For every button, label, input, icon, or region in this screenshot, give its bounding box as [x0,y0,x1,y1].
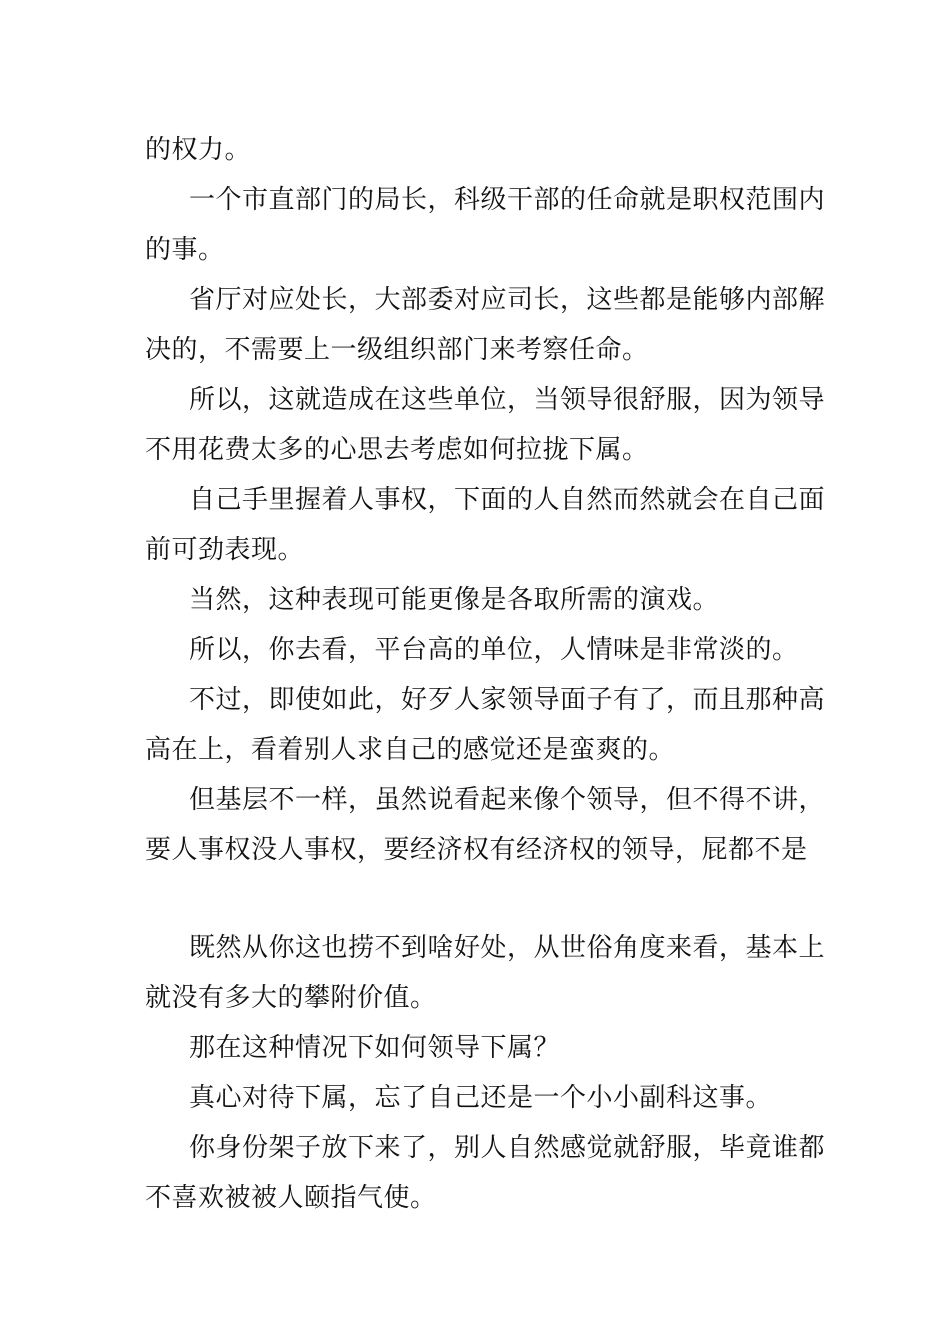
text-line: 的事。 [145,235,225,265]
paragraph-start-line: 那在这种情况下如何领导下属？ [189,1033,561,1063]
paragraph-start-line: 所以，这就造成在这些单位，当领导很舒服，因为领导 [189,385,826,415]
paragraph-start-line: 自己手里握着人事权，下面的人自然而然就会在自己面 [189,485,826,515]
text-line: 决的，不需要上一级组织部门来考察任命。 [145,335,649,365]
paragraph-start-line: 一个市直部门的局长，科级干部的任命就是职权范围内 [189,185,826,215]
paragraph-start-line: 你身份架子放下来了，别人自然感觉就舒服，毕竟谁都 [189,1133,826,1163]
paragraph-start-line: 既然从你这也捞不到啥好处，从世俗角度来看，基本上 [189,933,826,963]
paragraph-start-line: 当然，这种表现可能更像是各取所需的演戏。 [189,585,720,615]
text-line: 不用花费太多的心思去考虑如何拉拢下属。 [145,435,649,465]
text-line: 的权力。 [145,135,252,165]
paragraph-start-line: 所以，你去看，平台高的单位，人情味是非常淡的。 [189,635,799,665]
text-line: 要人事权没人事权，要经济权有经济权的领导，屁都不是 [145,835,808,865]
paragraph-start-line: 省厅对应处长，大部委对应司长，这些都是能够内部解 [189,285,826,315]
text-line: 前可劲表现。 [145,535,305,565]
paragraph-start-line: 但基层不一样，虽然说看起来像个领导，但不得不讲， [189,785,826,815]
text-line: 高在上，看着别人求自己的感觉还是蛮爽的。 [145,735,676,765]
paragraph-start-line: 真心对待下属，忘了自己还是一个小小副科这事。 [189,1083,773,1113]
paragraph-start-line: 不过，即使如此，好歹人家领导面子有了，而且那种高 [189,685,826,715]
text-line: 就没有多大的攀附价值。 [145,983,437,1013]
text-line: 不喜欢被被人颐指气使。 [145,1183,437,1213]
